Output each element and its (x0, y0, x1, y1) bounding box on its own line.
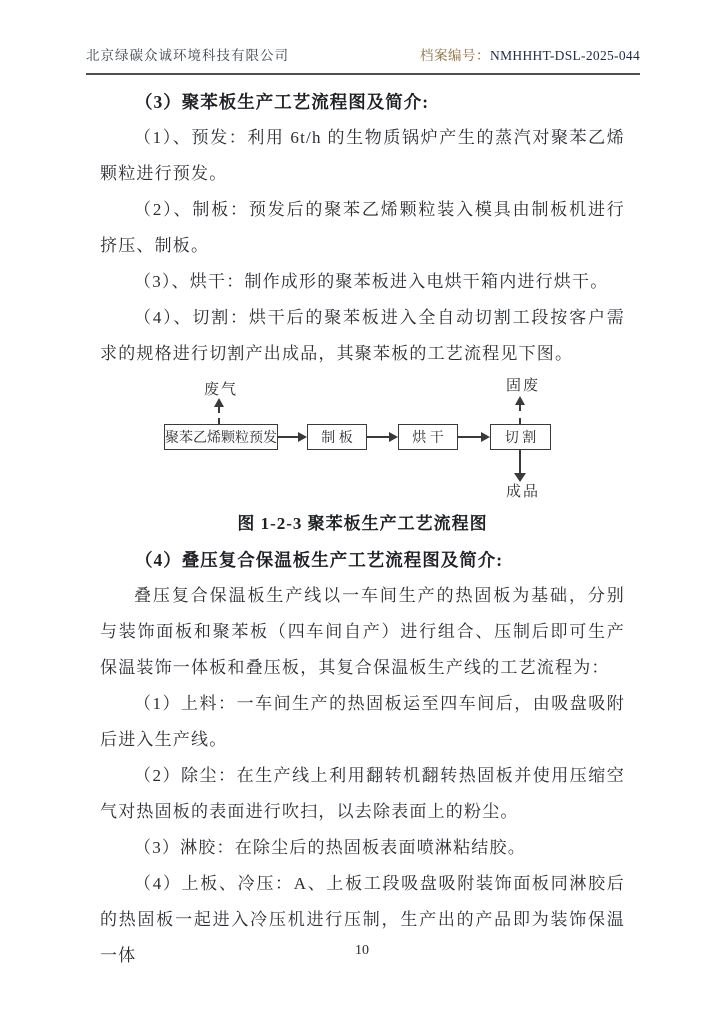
page-header (86, 44, 640, 75)
archive-label: 档案编号： (420, 48, 491, 63)
archive-number-field (420, 44, 640, 64)
paragraph-laminated-intro: 叠压复合保温板生产线以一车间生产的热固板为基础，分别与装饰面板和聚苯板（四车间自产）进行组合、压制后即可生产保温装饰一体板和叠压板，其复合保温板生产线的工艺流程为： (100, 586, 625, 677)
archive-number: NMHHHT-DSL-2025-044 (490, 48, 640, 63)
solid-waste-label: 固废 (506, 378, 541, 394)
page-number: 10 (355, 943, 369, 958)
flow-box-board: 制 板 (307, 424, 367, 450)
document-body (100, 84, 625, 974)
flow-box-prefoam: 聚苯乙烯颗粒预发 (164, 424, 278, 450)
paragraph-dedust: （2）除尘：在生产线上利用翻转机翻转热固板并使用压缩空气对热固板的表面进行吹扫，以去除表面上的粉尘。 (100, 766, 625, 821)
flow-arrow-3-icon (458, 436, 483, 438)
paragraph-feeding: （1）上料：一车间生产的热固板运至四车间后，由吸盘吸附后进入生产线。 (100, 694, 625, 749)
paragraph-prefoam: （1）、预发：利用 6t/h 的生物质锅炉产生的蒸汽对聚苯乙烯颗粒进行预发。 (100, 128, 625, 183)
process-flow-diagram (100, 374, 625, 502)
product-arrow-icon (519, 450, 521, 474)
section-heading-laminated: （4）叠压复合保温板生产工艺流程图及简介: (135, 550, 504, 570)
company-name: 北京绿碳众诚环境科技有限公司 (86, 48, 289, 63)
paragraph-glue: （3）淋胶：在除尘后的热固板表面喷淋粘结胶。 (134, 838, 526, 857)
waste-gas-dashed-arrow-icon (218, 407, 220, 424)
flow-arrow-2-icon (367, 436, 391, 438)
flow-arrow-1-icon (278, 436, 300, 438)
solid-waste-dashed-arrow-icon (519, 405, 521, 424)
paragraph-board: （2）、制板：预发后的聚苯乙烯颗粒装入模具由制板机进行挤压、制板。 (100, 200, 625, 255)
paragraph-dry: （3）、烘干：制作成形的聚苯板进入电烘干箱内进行烘干。 (134, 272, 609, 291)
section-heading-ps-board: （3）聚苯板生产工艺流程图及简介: (135, 92, 430, 112)
paragraph-press: （4）上板、冷压：A、上板工段吸盘吸附装饰面板同淋胶后的热固板一起进入冷压机进行压制，生产出的产品即为装饰保温一体 (100, 874, 625, 965)
flow-box-dry: 烘 干 (398, 424, 458, 450)
paragraph-cut: （4）、切割：烘干后的聚苯板进入全自动切割工段按客户需求的规格进行切割产出成品，其聚苯板的工艺流程见下图。 (100, 308, 625, 363)
product-label: 成品 (506, 484, 541, 500)
figure-caption: 图 1-2-3 聚苯板生产工艺流程图 (237, 514, 488, 533)
waste-gas-label: 废气 (204, 382, 239, 398)
page-footer (0, 943, 724, 959)
flow-box-cut: 切 割 (490, 424, 551, 450)
